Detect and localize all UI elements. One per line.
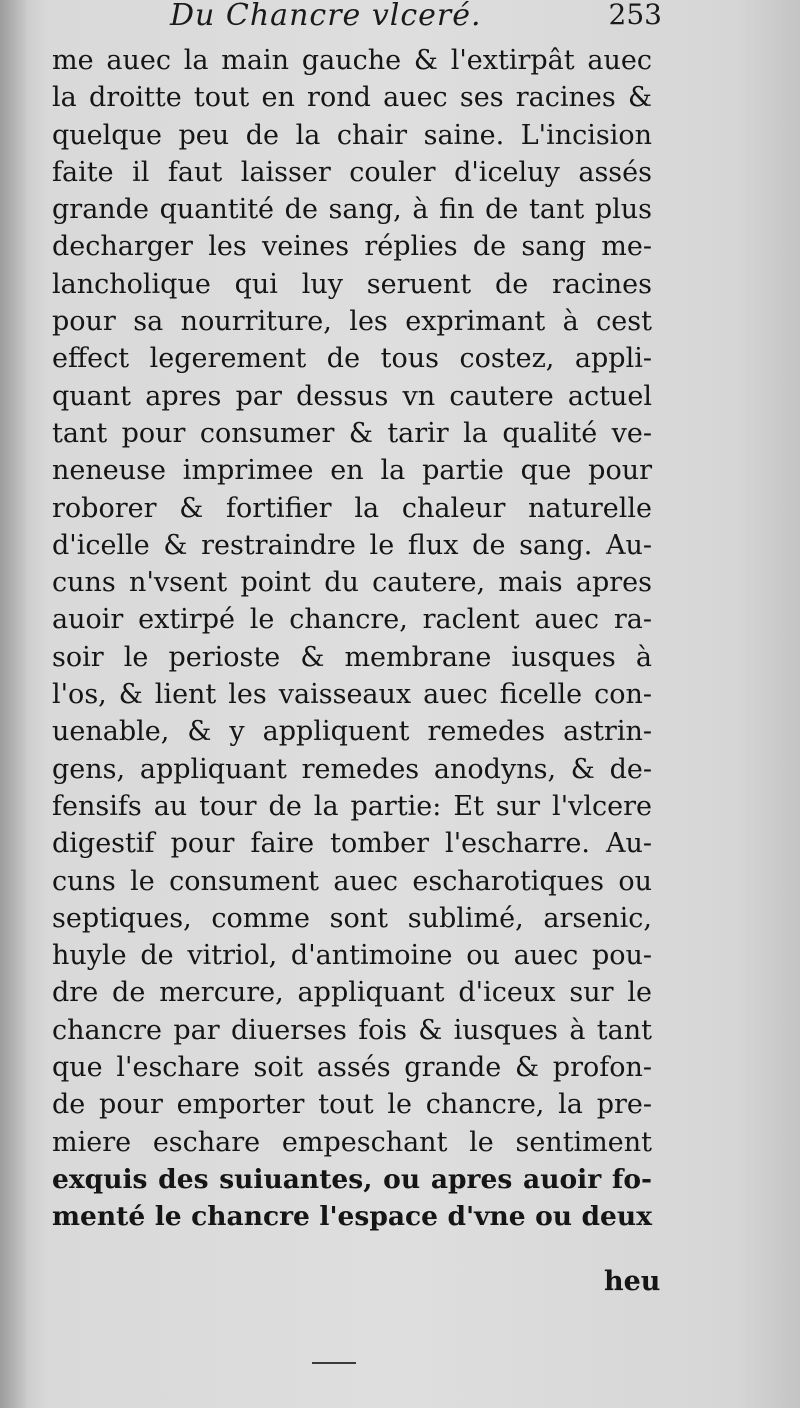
text-line: effect legerement de tous costez, appli-: [52, 343, 652, 375]
text-line: fensifs au tour de la partie: Et sur l'vlcere: [52, 790, 652, 822]
text-line: decharger les veines réplies de sang me-: [52, 231, 652, 263]
text-line: me auec la main gauche & l'extirpât auec: [52, 45, 652, 76]
running-title: Du Chancre vlceré.: [170, 0, 482, 33]
text-line: cuns le consument auec escharotiques ou: [52, 865, 652, 897]
text-line: miere eschare empeschant le sentiment: [52, 1126, 652, 1158]
text-line: d'icelle & restraindre le flux de sang. Au-: [52, 529, 652, 561]
body-text: [52, 42, 652, 1236]
page-number: 253: [608, 0, 662, 31]
text-line: pour sa nourriture, les exprimant à cest: [52, 306, 652, 338]
text-line: que l'eschare soit assés grande & profon-: [52, 1052, 652, 1084]
text-line: dre de mercure, appliquant d'iceux sur le: [52, 977, 652, 1009]
text-line: gens, appliquant remedes anodyns, & de-: [52, 753, 652, 785]
text-line: cuns n'vsent point du cautere, mais apres: [52, 567, 652, 599]
text-line: quant apres par dessus vn cautere actuel: [52, 380, 652, 412]
text-line: neneuse imprimee en la partie que pour: [52, 455, 652, 487]
text-line: digestif pour faire tomber l'escharre. Au-: [52, 828, 652, 860]
text-line: lancholique qui luy seruent de racines: [52, 268, 652, 300]
text-line: de pour emporter tout le chancre, la pre-: [52, 1089, 652, 1121]
printer-mark: [312, 1362, 356, 1364]
text-line: la droitte tout en rond auec ses racines &: [52, 82, 652, 114]
text-line: soir le perioste & membrane iusques à: [52, 641, 652, 673]
text-line: quelque peu de la chair saine. L'incision: [52, 119, 652, 151]
text-line: septiques, comme sont sublimé, arsenic,: [52, 902, 652, 934]
text-line: tant pour consumer & tarir la qualité ve-: [52, 417, 652, 449]
text-line: faite il faut laisser couler d'iceluy assés: [52, 156, 652, 188]
text-line: menté le chancre l'espace d'vne ou deux: [52, 1201, 652, 1233]
text-line: chancre par diuerses fois & iusques à tant: [52, 1014, 652, 1046]
text-line: grande quantité de sang, à fin de tant plus: [52, 194, 652, 226]
text-line: l'os, & lient les vaisseaux auec ficelle con-: [52, 679, 652, 711]
text-line: auoir extirpé le chancre, raclent auec ra-: [52, 604, 652, 636]
page-edge-shadow: [0, 0, 26, 1408]
text-line: roborer & fortifier la chaleur naturelle: [52, 492, 652, 524]
text-line: uenable, & y appliquent remedes astrin-: [52, 716, 652, 748]
catchword: heu: [604, 1266, 661, 1297]
text-line: huyle de vitriol, d'antimoine ou auec pou-: [52, 940, 652, 972]
page-header: [150, 0, 660, 40]
text-line: exquis des suiuantes, ou apres auoir fo-: [52, 1163, 652, 1195]
